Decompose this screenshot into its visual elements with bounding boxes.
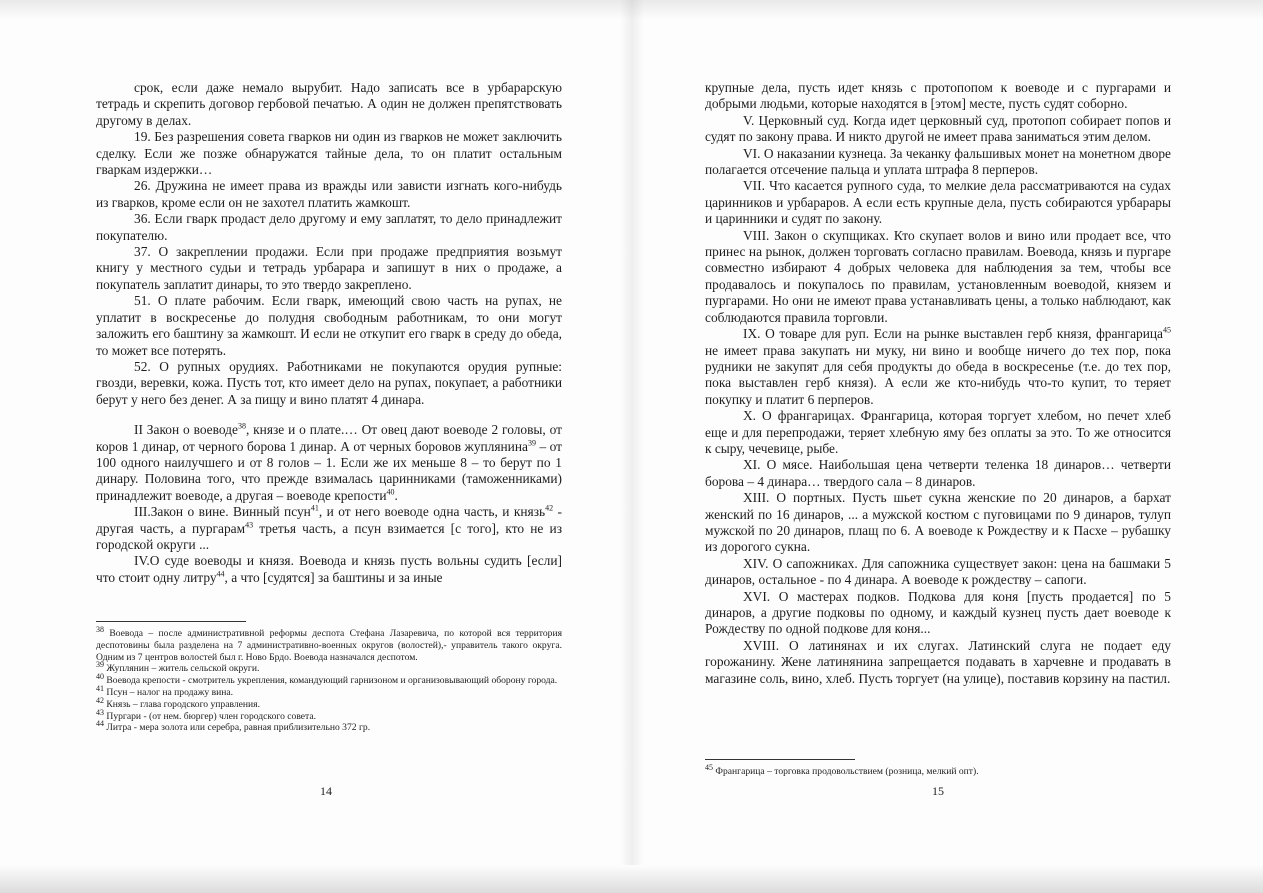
footnote — [96, 624, 562, 663]
left-page-number: 14 — [320, 784, 332, 798]
footnote-marker: 40 — [96, 672, 104, 681]
footnote — [705, 762, 1171, 778]
paragraph — [705, 490, 1171, 556]
right-page-body — [705, 80, 1171, 687]
text-segment: 36. Если гварк продаст дело другому и ему заплатят, то дело принадлежит покупателю. — [96, 211, 562, 243]
text-segment: . — [394, 487, 398, 503]
footnote — [96, 719, 562, 734]
footnote — [96, 707, 562, 723]
left-page-body — [96, 80, 562, 586]
text-segment: , князе и о плате.… От овец дают воеводе 2 головы, от коров 1 динар, от черного борова 1 динар. А от черных боровов жуплянина — [96, 422, 563, 454]
paragraph — [96, 422, 562, 504]
paragraph — [96, 244, 562, 293]
scan-shadow-bottom — [0, 865, 1263, 893]
text-segment: не имеет права закупать ни муку, ни вино и вообще ничего до тех пор, пока рудники не закупят для себя продукты до обеда в воскресенье (т.е. до тех пор, пока выставлен герб князя). А если же кто-нибудь что-то купит, то теряет покупку и платит 6 перперов. — [705, 342, 1171, 407]
footnote-marker: 39 — [96, 660, 104, 670]
book-gutter — [620, 0, 644, 893]
text-segment: Псун – налог на продажу вина. — [104, 686, 234, 698]
paragraph — [96, 178, 562, 211]
text-segment: Воевода крепости - смотритель укрепления, командующий гарнизоном и организовывающий оборону города. — [104, 675, 558, 687]
footnote-marker: 42 — [96, 695, 104, 705]
paragraph — [705, 638, 1171, 687]
text-segment: Литра - мера золота или серебра, равная приблизительно 372 гр. — [104, 722, 371, 734]
text-segment: XIV. О сапожниках. Для сапожника существует закон: цена на башмаки 5 динаров, остальное - по 4 динара. А воеводе к рождеству – сапоги. — [705, 555, 1171, 588]
footnote-marker: 38 — [96, 624, 104, 634]
text-segment: срок, если даже немало вырубит. Надо записать все в урбарарскую тетрадь и скрепить договор гербовой печатью. А один не должен препятствовать другому в делах. — [96, 80, 562, 128]
text-segment: , и от него воеводе одна часть, и князь — [318, 504, 546, 520]
footnote-rule — [96, 621, 246, 622]
text-segment: , а что [судятся] за баштины и за иные — [224, 569, 443, 585]
text-segment: II Закон о воеводе — [134, 422, 238, 438]
text-segment: XI. О мясе. Наибольшая цена четверти теленка 18 динаров… четверти борова – 4 динара… твердого сала – 8 динаров. — [705, 457, 1171, 489]
text-segment: VII. Что касается рупного суда, то мелкие дела рассматриваются на судах царинников и урбараров. А если есть крупные дела, пусть собираются урбарары и царинники и судят по закону. — [705, 178, 1171, 227]
text-segment: 19. Без разрешения совета гварков ни один из гварков не может заключить сделку. Если же позже обнаружатся тайные дела, то он платит остальным гваркам издержки… — [96, 129, 562, 178]
text-segment: IX. О товаре для руп. Если на рынке выставлен герб князя, франгарица — [743, 326, 1163, 342]
paragraph — [96, 359, 562, 408]
paragraph — [96, 129, 562, 178]
paragraph — [96, 211, 562, 244]
paragraph — [705, 326, 1171, 408]
paragraph — [705, 228, 1171, 326]
footnote-marker: 41 — [96, 683, 104, 693]
text-segment: третья часть, а псун взимается [с того], кто не из городской округи ... — [96, 520, 562, 552]
paragraph — [96, 504, 562, 553]
paragraph — [705, 457, 1171, 490]
paragraph — [705, 556, 1171, 589]
right-footnote-list — [705, 762, 1171, 778]
footnote-marker: 39 — [527, 438, 536, 448]
footnote-marker: 45 — [1163, 325, 1171, 335]
paragraph — [705, 146, 1171, 179]
footnote-rule — [705, 759, 855, 760]
text-segment: 51. О плате рабочим. Если гварк, имеющий свою часть на рупах, не уплатит в воскресенье до полудня свободным работникам, то они могут заложить его баштину за жамкошт. И если не откупит его гварк в среду до обеда, то может все потерять. — [96, 293, 562, 358]
text-segment: III.Закон о вине. Винный псун — [134, 504, 311, 520]
footnote — [96, 672, 562, 687]
text-segment: Воевода – после административной реформы деспота Стефана Лазаревича, по которой вся территория деспотовины была разделена на 7 административно-военных округов (волостей),- управитель такого округа. Одним из 7 центров волостей был г. Новo Брдо. Воевода назначался деспотом. — [96, 628, 562, 663]
text-segment: IV.О суде воеводы и князя. Воевода и князь пусть вольны судить [если] что стоит одну литру — [96, 553, 562, 585]
text-segment: VIII. Закон о скупщиках. Кто скупает волов и вино или продает все, что принес на рынок, должен торговать согласно правилам. Воевода, князь и пургаре совместно избирают 4 добрых человека для наблюдения за тем, чтобы все продавалось и покупалось по правилам, установленным воеводой, князем и пургарами. Но они не имеют права устанавливать цены, а только наблюдают, как соблюдаются правила торговли. — [705, 227, 1171, 325]
text-segment: 52. О рупных орудиях. Работниками не покупаются орудия рупные: гвозди, веревки, кожа. Пусть тот, кто имеет дело на рупах, покупает, а работники берут у него без денег. А за пищу и вино платят 4 динара. — [96, 358, 562, 407]
text-segment: – от 100 одного наилучшего и от 8 голов – 1. Если же их меньше 8 – то берут по 1 динару. Половина того, что прежде взималась царинниками (таможенниками) принадлежит воеводе, а другая – воеводе крепости — [96, 438, 563, 503]
paragraph — [705, 408, 1171, 457]
text-segment: XVI. О мастерах подков. Подкова для коня [пусть продается] по 5 динаров, а другие подковы по одному, и каждый кузнец пусть дает воеводе к Рождеству по одной подкове для коня... — [705, 588, 1171, 637]
text-segment: 26. Дружина не имеет права из вражды или зависти изгнать кого-нибудь из гварков, кроме если он не захотел платить жамкошт. — [96, 178, 562, 210]
text-segment: VI. О наказании кузнеца. За чеканку фальшивых монет на монетном дворе полагается отсечение пальца и уплата штрафа 8 перперов. — [705, 145, 1171, 178]
text-segment: X. О франгарицах. Франгарица, которая торгует хлебом, но печет хлеб еще и для перепродажи, теряет хлебную яму без оплаты за это. То же относится к сыру, чечевице, рыбе. — [705, 408, 1171, 456]
text-segment: XVIII. О латинянах и их слугах. Латинский слуга не подает еду горожанину. Жене латинянина запрещается подавать в харчевне и продавать в магазине соль, вино, хлеб. Пусть торгует (на улице), поставив корзину на пастил. — [705, 637, 1171, 686]
footnote-marker: 45 — [705, 762, 713, 772]
text-segment: крупные дела, пусть идет князь с протопопом к воеводе и с пургарами и добрыми людьми, которые находятся в [этом] месте, пусть судят соборно. — [705, 80, 1171, 112]
footnote-marker: 44 — [216, 569, 225, 579]
footnote-marker: 43 — [96, 707, 104, 717]
text-segment: V. Церковный суд. Когда идет церковный суд, протопоп собирает попов и судят по закону права. И никто другой не имеет права заниматься этим делом. — [705, 112, 1171, 145]
footnote-marker: 38 — [237, 421, 246, 431]
right-page-number: 15 — [932, 784, 944, 798]
footnote-marker: 44 — [96, 719, 104, 729]
left-footnotes — [96, 621, 562, 734]
footnote-marker: 43 — [245, 520, 254, 530]
text-segment: Пургари - (от нем. бюргер) член городского совета. — [104, 710, 317, 722]
paragraph — [96, 80, 562, 129]
paragraph — [705, 113, 1171, 146]
right-footnotes — [705, 759, 1171, 778]
footnote — [96, 683, 562, 699]
footnote — [96, 660, 562, 675]
text-segment: - другая часть, а пургарам — [96, 504, 563, 536]
text-segment: XIII. О портных. Пусть шьет сукна женские по 20 динаров, а бархат женский по 16 динаров, ... а мужской костюм с пуговицами по 9 динаров, тулуп мужской по 20 динаров, плащ по 6. А воеводе к Рождеству и к Пасхе – рубашку из дорогого сукна. — [705, 490, 1171, 555]
footnote-marker: 42 — [545, 503, 554, 513]
footnote-marker: 41 — [310, 503, 319, 513]
paragraph — [705, 178, 1171, 227]
footnote — [96, 695, 562, 711]
footnote-marker: 40 — [386, 487, 395, 497]
text-segment: Жуплянин – житель сельской округи. — [104, 663, 260, 675]
paragraph — [705, 80, 1171, 113]
text-segment: Франгарица – торговка продовольствием (розница, мелкий опт). — [713, 766, 979, 777]
paragraph — [705, 589, 1171, 638]
paragraph — [96, 553, 562, 586]
left-footnote-list — [96, 624, 562, 734]
text-segment: 37. О закреплении продажи. Если при продаже предприятия возьмут книгу у местного судьи и тетрадь урбарара и запишут в них о продаже, а покупатель заплатит динары, то это твердо закреплено. — [96, 244, 562, 292]
paragraph — [96, 293, 562, 359]
text-segment: Князь – глава городского управления. — [104, 698, 260, 710]
